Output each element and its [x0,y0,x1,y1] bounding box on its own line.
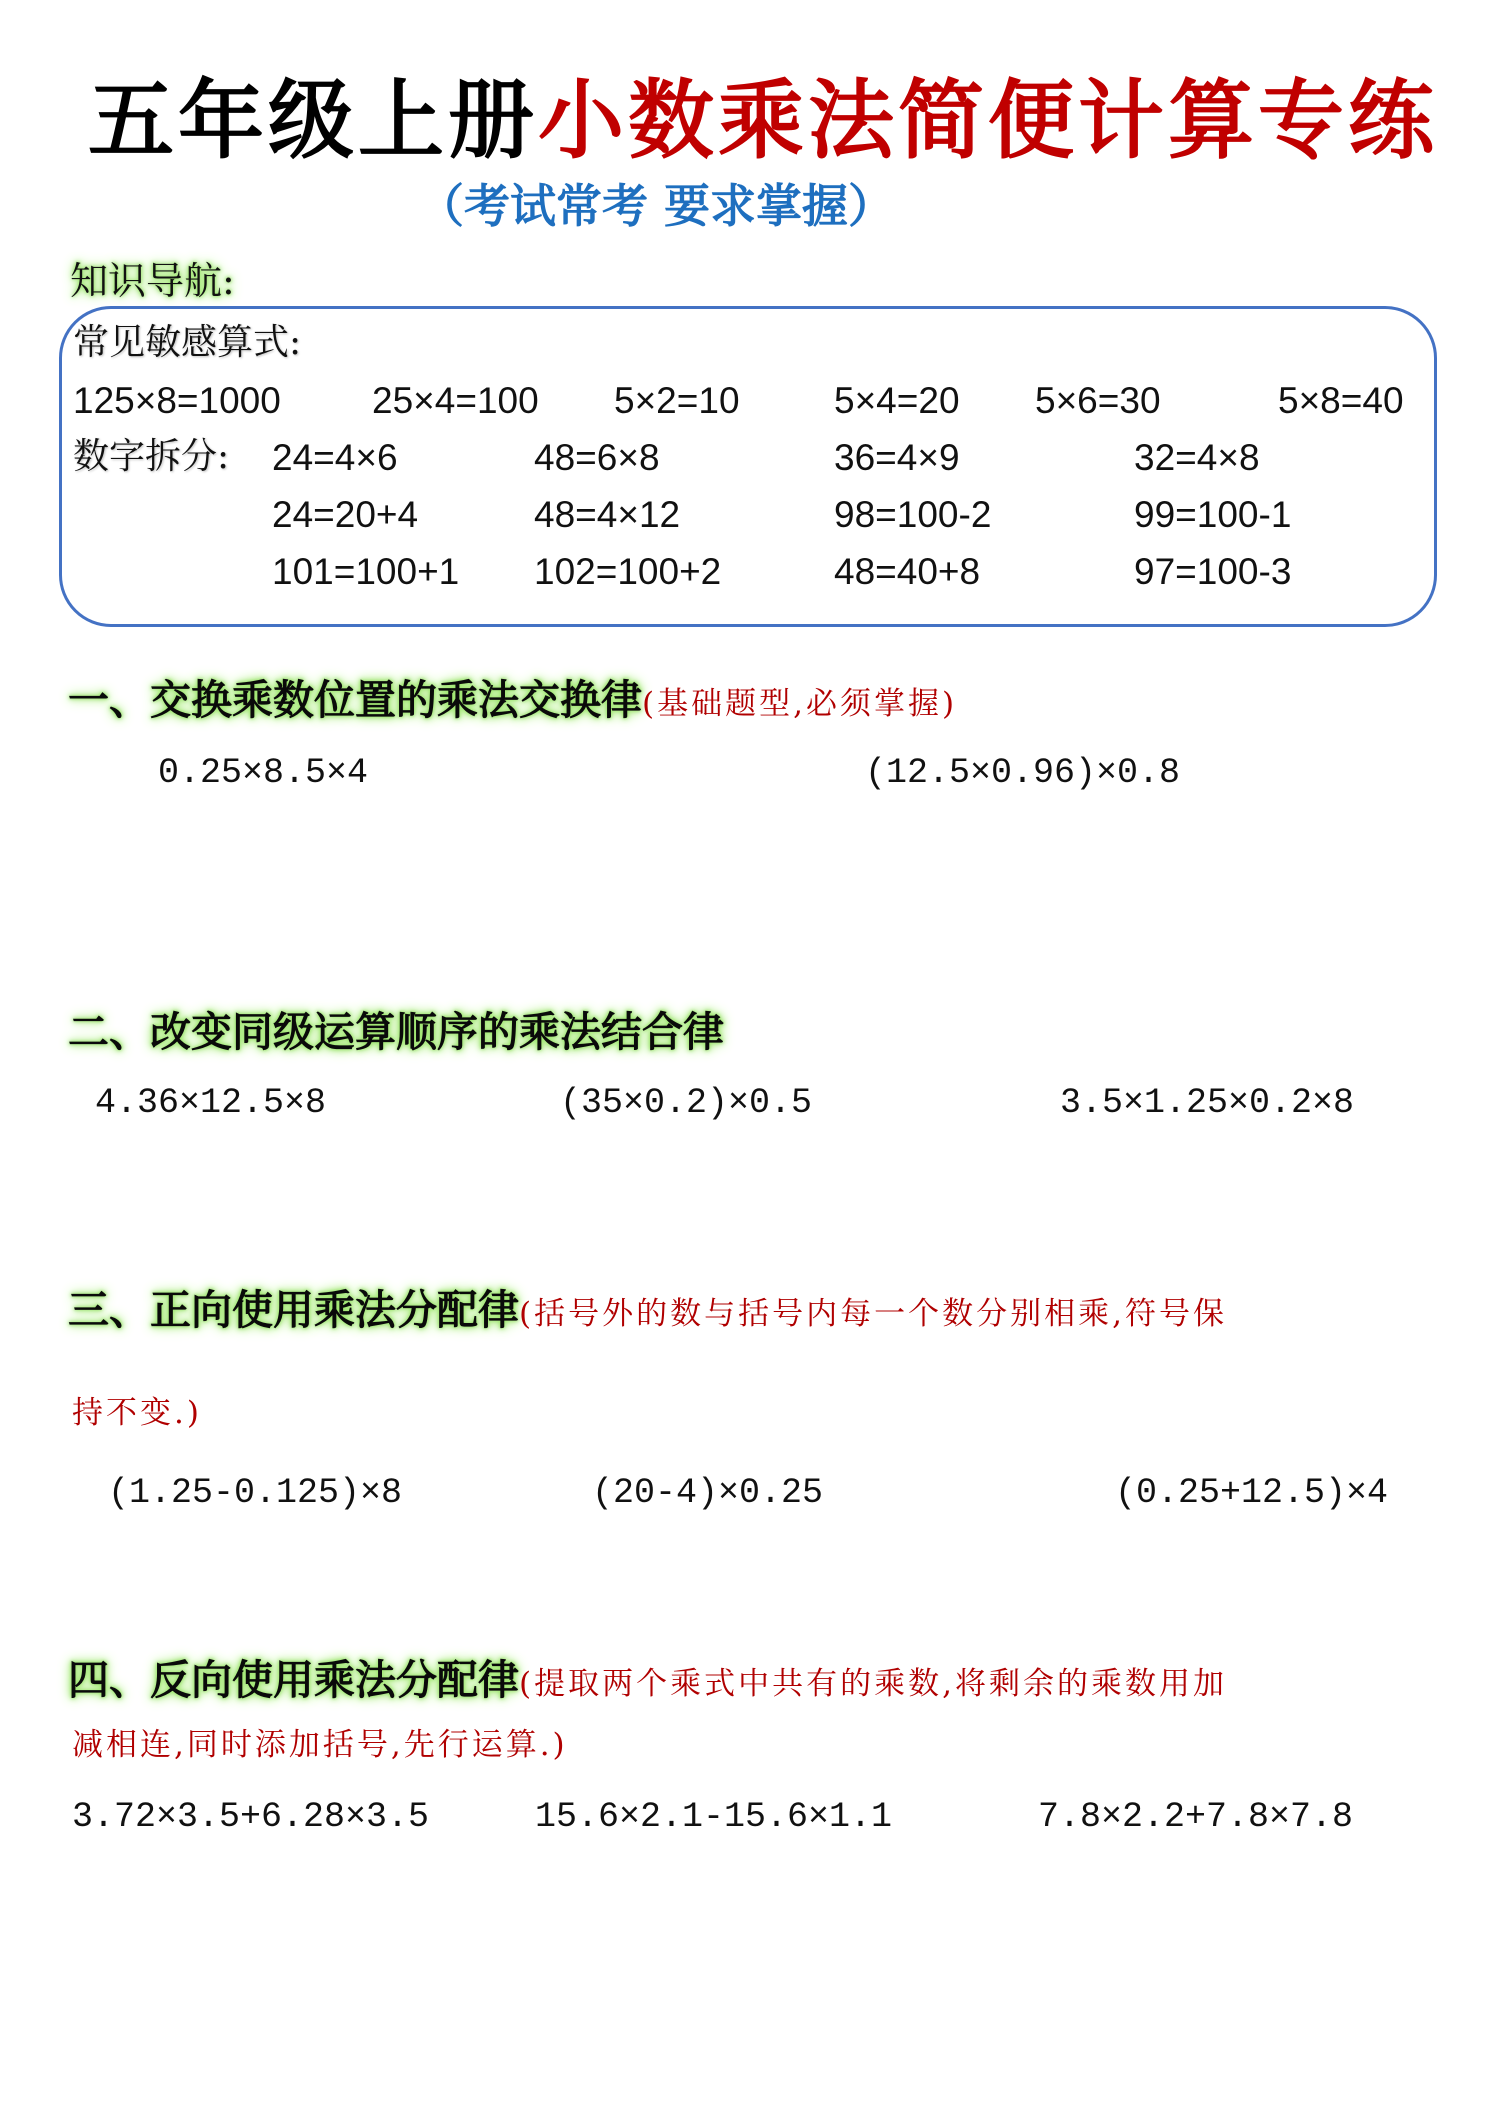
split-item: 102=100+2 [534,551,722,592]
common-formulas-label: 常见敏感算式: [73,322,302,363]
section-4-note: (提取两个乘式中共有的乘数,将剩余的乘数用加 [519,1666,1227,1702]
problem: 3.72×3.5+6.28×3.5 [72,1797,430,1837]
split-item: 97=100-3 [1134,551,1292,592]
formula: 5×8=40 [1278,380,1404,421]
title-topic: 小数乘法简便计算专练 [538,71,1438,171]
section-1-header [68,672,957,728]
split-item: 98=100-2 [834,494,992,535]
section-2-heading: 二、改变同级运算顺序的乘法结合律 [68,1008,724,1056]
section-4-heading: 四、反向使用乘法分配律 [68,1656,519,1704]
problem: (20-4)×0.25 [592,1473,824,1513]
problem: 4.36×12.5×8 [95,1083,327,1123]
split-item: 24=4×6 [272,437,398,478]
problem: (35×0.2)×0.5 [560,1083,813,1123]
section-3-heading: 三、正向使用乘法分配律 [68,1286,519,1334]
section-4-note-cont: 减相连,同时添加括号,先行运算.) [72,1727,568,1763]
split-item: 48=4×12 [534,494,681,535]
problem: (0.25+12.5)×4 [1115,1473,1389,1513]
formula: 5×2=10 [614,380,740,421]
split-item: 48=6×8 [534,437,660,478]
formula: 5×6=30 [1035,380,1161,421]
section-1-note: (基础题型,必须掌握) [642,686,958,722]
formula: 25×4=100 [372,380,539,421]
split-item: 36=4×9 [834,437,960,478]
number-split-label: 数字拆分: [73,436,230,477]
formula: 125×8=1000 [73,380,281,421]
split-item: 32=4×8 [1134,437,1260,478]
problem: 0.25×8.5×4 [158,753,369,793]
section-3-note: (括号外的数与括号内每一个数分别相乘,符号保 [519,1296,1227,1332]
page-title [88,66,1438,176]
problem: 7.8×2.2+7.8×7.8 [1038,1797,1354,1837]
section-3-header [68,1282,1227,1338]
section-3-note-cont: 持不变.) [72,1395,202,1431]
section-2-header [68,1004,724,1060]
section-4-header [68,1652,1227,1708]
page-subtitle: （考试常考 要求掌握） [418,179,895,233]
problem: 3.5×1.25×0.2×8 [1060,1083,1355,1123]
split-item: 24=20+4 [272,494,419,535]
knowledge-nav-label: 知识导航: [70,259,235,303]
problem: (1.25-0.125)×8 [108,1473,403,1513]
split-item: 48=40+8 [834,551,981,592]
split-item: 99=100-1 [1134,494,1292,535]
title-grade: 五年级上册 [88,71,538,171]
split-item: 101=100+1 [272,551,460,592]
formula: 5×4=20 [834,380,960,421]
section-1-heading: 一、交换乘数位置的乘法交换律 [68,676,642,724]
problem: 15.6×2.1-15.6×1.1 [535,1797,893,1837]
problem: (12.5×0.96)×0.8 [865,753,1181,793]
